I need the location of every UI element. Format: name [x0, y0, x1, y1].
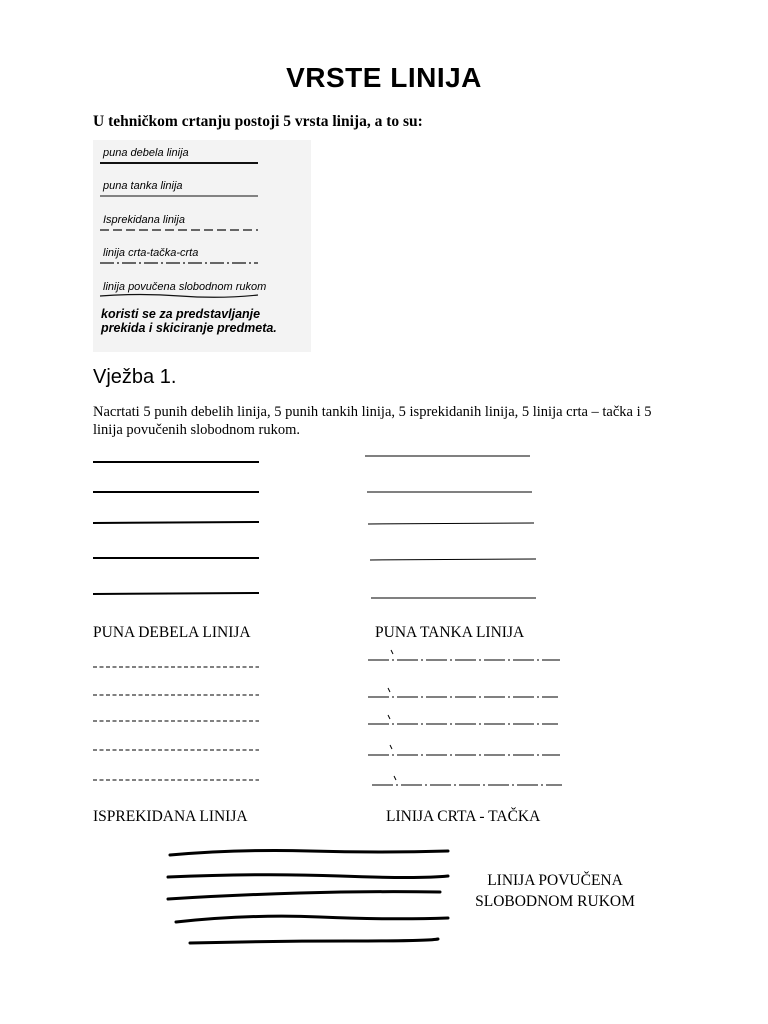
caption-thin-lines: PUNA TANKA LINIJA: [375, 624, 525, 641]
thin-line: [368, 523, 534, 524]
caption-freehand-line-2: SLOBODNOM RUKOM: [475, 893, 635, 910]
legend-note: koristi se za predstavljanje prekida i skiciranje predmeta.: [101, 307, 277, 335]
thick-line-group: [93, 462, 259, 594]
dashdot-line-group: [368, 660, 562, 785]
exercise-title: Vježba 1.: [93, 366, 177, 388]
legend-label-dashed: Isprekidana linija: [103, 214, 185, 226]
page-title: VRSTE LINIJA: [286, 62, 482, 93]
caption-freehand-line-1: LINIJA POVUČENA: [487, 872, 623, 889]
freehand-line: [168, 892, 440, 899]
exercise-instruction: Nacrtati 5 punih debelih linija, 5 punih tankih linija, 5 isprekidanih linija, 5 linija crta – tačka i 5 linija povučenih slobodnom rukom.: [93, 404, 652, 438]
legend-label-dashdot: linija crta-tačka-crta: [103, 247, 199, 259]
legend-sample-freehand: [100, 295, 258, 298]
dashdot-tick-marks: [388, 650, 396, 780]
legend-label-thin: puna tanka linija: [103, 180, 183, 192]
caption-dashed-lines: ISPREKIDANA LINIJA: [93, 808, 248, 825]
legend-label-thick: puna debela linija: [103, 147, 189, 159]
freehand-line-group: [168, 851, 448, 944]
caption-thick-lines: PUNA DEBELA LINIJA: [93, 624, 251, 641]
intro-text: U tehničkom crtanju postoji 5 vrsta linija, a to su:: [93, 113, 423, 130]
thin-line: [370, 559, 536, 560]
freehand-line: [170, 851, 448, 856]
legend-label-freehand: linija povučena slobodnom rukom: [103, 281, 267, 293]
dashed-line-group: [93, 667, 259, 780]
legend-sample-lines: [100, 163, 258, 297]
freehand-line: [168, 875, 448, 878]
freehand-line: [190, 939, 438, 943]
thick-line: [93, 522, 259, 523]
freehand-line: [176, 916, 448, 922]
thick-line: [93, 593, 259, 594]
thin-line-group: [365, 456, 536, 598]
caption-dashdot-lines: LINIJA CRTA - TAČKA: [386, 808, 541, 825]
